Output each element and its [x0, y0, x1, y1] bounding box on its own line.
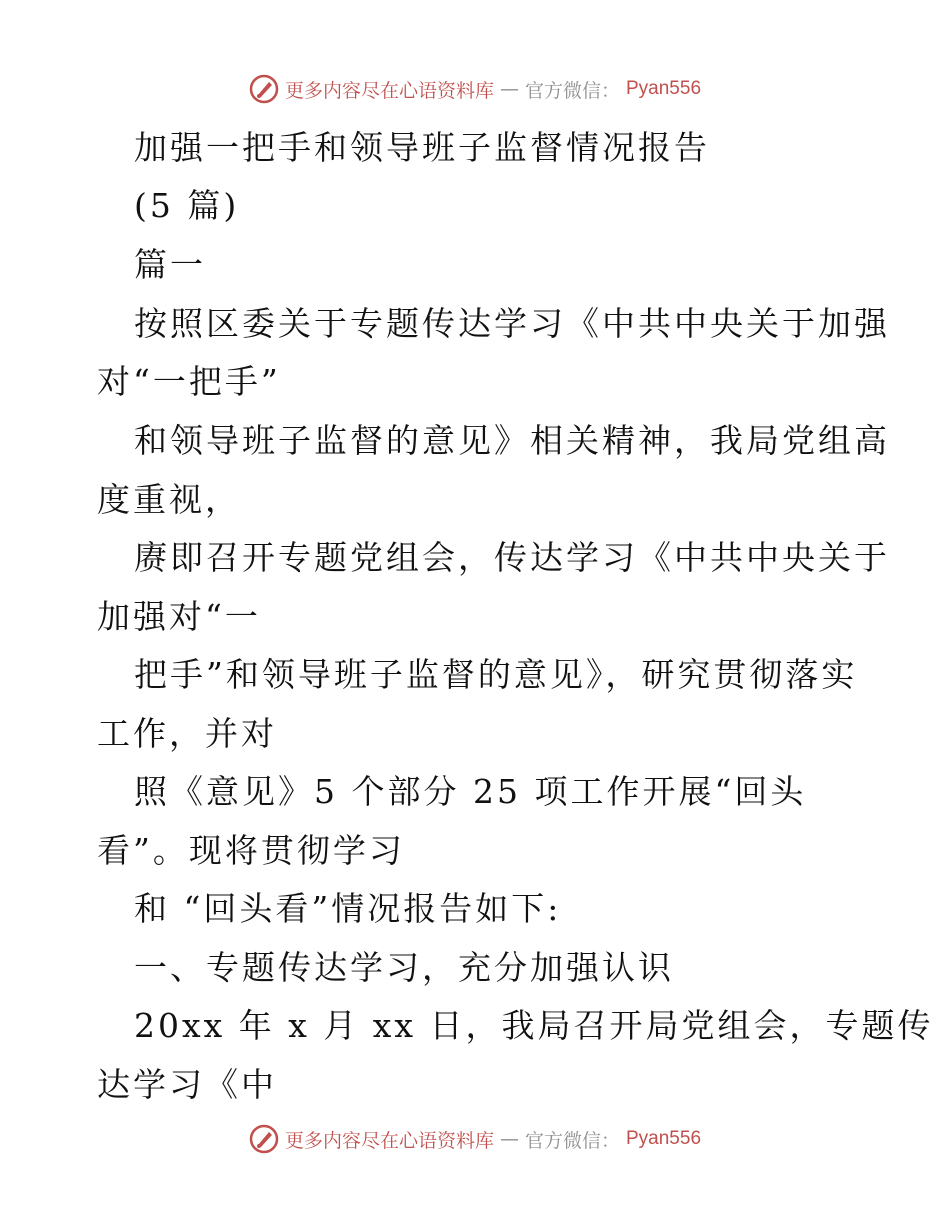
paragraph-line: 看”。现将贯彻学习 [97, 831, 405, 870]
paragraph-line: 按照区委关于专题传达学习《中共中央关于加强 [134, 304, 890, 343]
paragraph-line: 加强对“一 [97, 597, 261, 636]
watermark-text: 更多内容尽在心语资料库 [284, 1129, 494, 1152]
watermark-wechat-id: Pyan556 [626, 78, 702, 99]
paragraph-line: 20xx 年 x 月 xx 日，我局召开局党组会，专题传 [134, 1006, 934, 1045]
section-heading: 一、专题传达学习，充分加强认识 [134, 948, 674, 987]
paragraph-line: 对“一把手” [97, 362, 281, 401]
watermark-wechat-label: 官方微信： [524, 1129, 620, 1152]
paragraph-line: 和领导班子监督的意见》相关精神，我局党组高 [134, 421, 890, 460]
pen-logo-icon [249, 1124, 279, 1154]
paragraph-line: 把手”和领导班子监督的意见》，研究贯彻落实 [134, 655, 858, 694]
watermark-text: 更多内容尽在心语资料库 [284, 79, 494, 102]
watermark-separator: — [499, 78, 519, 100]
paragraph-line: 达学习《中 [97, 1065, 277, 1104]
watermark-separator: — [499, 1128, 519, 1150]
watermark-wechat-id: Pyan556 [626, 1128, 702, 1149]
paragraph-line: 工作，并对 [97, 714, 277, 753]
paragraph-line: 度重视， [97, 480, 241, 519]
watermark-footer [0, 1124, 950, 1154]
paragraph-line: 照《意见》5 个部分 25 项工作开展“回头 [134, 772, 807, 811]
section-heading: 篇一 [134, 245, 206, 284]
watermark-wechat-label: 官方微信： [524, 79, 620, 102]
paragraph-line: 和 “回头看”情况报告如下: [134, 889, 562, 928]
document-subtitle: (5 篇) [134, 186, 240, 225]
document-title: 加强一把手和领导班子监督情况报告 [134, 128, 710, 167]
paragraph-line: 赓即召开专题党组会，传达学习《中共中央关于 [134, 538, 890, 577]
